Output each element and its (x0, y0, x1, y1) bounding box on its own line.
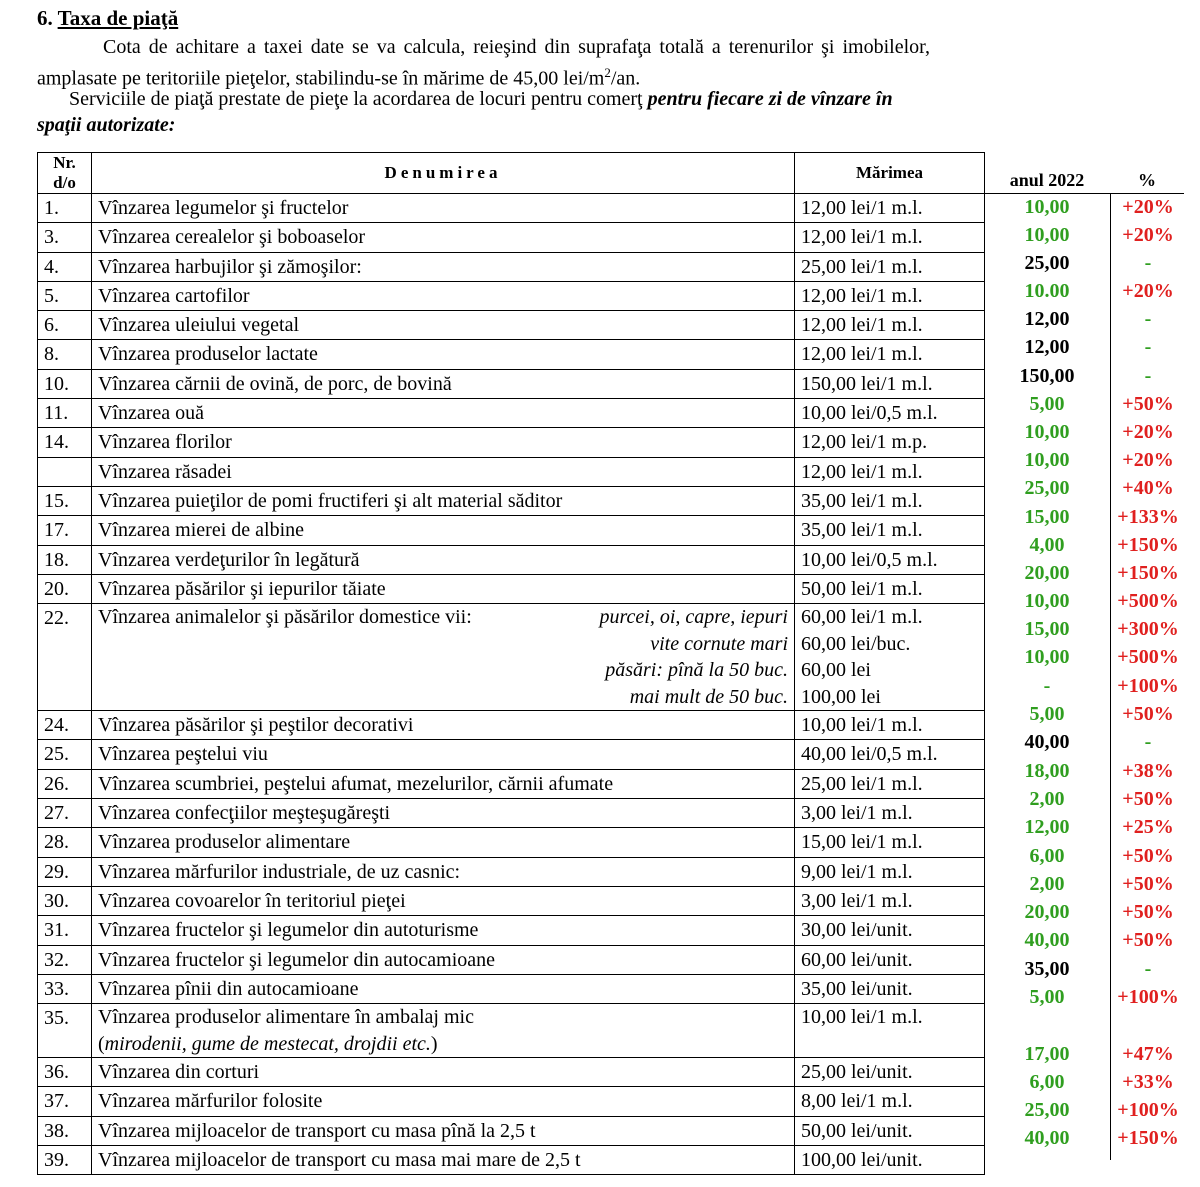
table-row (38, 223, 985, 252)
row-denumirea: Vînzarea pînii din autocamioane (92, 974, 795, 1003)
row-marimea: 60,00 lei/unit. (795, 945, 985, 974)
value-2022: 20,00 (1024, 562, 1070, 584)
percent-change: +20% (1122, 280, 1174, 302)
table-row (38, 1058, 985, 1087)
value-2022: 17,00 (1024, 1043, 1070, 1065)
row-denumirea: Vînzarea verdeţurilor în legătură (92, 545, 795, 574)
percent-change: +100% (1117, 675, 1179, 697)
row-denumirea (92, 1004, 795, 1058)
percent-change: - (1144, 365, 1152, 387)
percent-change: +47% (1122, 1043, 1174, 1065)
percent-change: - (1144, 958, 1152, 980)
row-denumirea: Vînzarea din corturi (92, 1058, 795, 1087)
animals-subtypes (600, 604, 788, 710)
row-marimea: 12,00 lei/1 m.l. (795, 194, 985, 223)
animal-marimea: 100,00 lei (801, 685, 881, 708)
row-denumirea: Vînzarea legumelor şi fructelor (92, 194, 795, 223)
value-2022: 150,00 (1019, 365, 1075, 387)
row-marimea: 50,00 lei/1 m.l. (795, 574, 985, 603)
row-number: 6. (38, 311, 92, 340)
animal-marimea: 60,00 lei (801, 659, 871, 682)
table-row (38, 740, 985, 769)
percent-change: +20% (1122, 224, 1174, 246)
value-2022: 5,00 (1029, 703, 1065, 725)
row-number: 10. (38, 369, 92, 398)
table-row (38, 916, 985, 945)
row-number: 30. (38, 886, 92, 915)
row-denumirea: Vînzarea confecţiilor meşteşugăreşti (92, 799, 795, 828)
table-row (38, 311, 985, 340)
row-marimea: 100,00 lei/unit. (795, 1146, 985, 1175)
row-denumirea: Vînzarea produselor lactate (92, 340, 795, 369)
row-number: 15. (38, 486, 92, 515)
table-row (38, 281, 985, 310)
percent-change: +133% (1117, 506, 1179, 528)
row-number: 29. (38, 857, 92, 886)
value-2022: 18,00 (1024, 760, 1070, 782)
table-row (38, 974, 985, 1003)
row-number: 26. (38, 769, 92, 798)
row-marimea (795, 604, 985, 711)
row-marimea: 10,00 lei/0,5 m.l. (795, 399, 985, 428)
value-2022: 35,00 (1024, 958, 1070, 980)
percent-change: +38% (1122, 760, 1174, 782)
row-number (38, 457, 92, 486)
intro-text-1-end: /an. (610, 67, 641, 90)
row35-line1: Vînzarea produselor alimentare în ambalaj mic (98, 1006, 474, 1029)
value-2022: 12,00 (1024, 816, 1070, 838)
row-denumirea: Vînzarea cartofilor (92, 281, 795, 310)
row-marimea: 25,00 lei/unit. (795, 1058, 985, 1087)
header-percent: % (1138, 170, 1156, 190)
percent-change: +20% (1122, 449, 1174, 471)
animal-subtype: purcei, oi, capre, iepuri (599, 606, 788, 629)
row-denumirea: Vînzarea covoarelor în teritoriul pieţei (92, 886, 795, 915)
header-nr: Nr. d/o (38, 153, 92, 194)
percent-change: - (1144, 336, 1152, 358)
header-anul-2022: anul 2022 (1009, 170, 1085, 190)
percent-change: - (1144, 252, 1152, 274)
row-marimea: 12,00 lei/1 m.l. (795, 457, 985, 486)
percent-change: +50% (1122, 393, 1174, 415)
table-row-35 (38, 1004, 985, 1058)
row-denumirea: Vînzarea mierei de albine (92, 516, 795, 545)
row-number: 36. (38, 1058, 92, 1087)
table-row (38, 1146, 985, 1175)
row-marimea: 3,00 lei/1 m.l. (795, 886, 985, 915)
row-marimea: 10,00 lei/1 m.l. (795, 1004, 985, 1058)
intro-paragraph-2 (37, 86, 930, 138)
row-number: 37. (38, 1087, 92, 1116)
value-2022: 15,00 (1024, 618, 1070, 640)
percent-change: +50% (1122, 788, 1174, 810)
value-2022: 6,00 (1029, 845, 1065, 867)
value-2022: 10,00 (1024, 196, 1070, 218)
value-2022: 4,00 (1029, 534, 1065, 556)
row-denumirea: Vînzarea fructelor şi legumelor din autoturisme (92, 916, 795, 945)
animal-subtype: vite cornute mari (650, 632, 788, 655)
row-number: 33. (38, 974, 92, 1003)
row-number: 11. (38, 399, 92, 428)
percent-change: +50% (1122, 703, 1174, 725)
value-2022: 2,00 (1029, 788, 1065, 810)
value-2022: 25,00 (1024, 252, 1070, 274)
animal-subtype: mai mult de 50 buc. (629, 685, 788, 708)
section-title: Taxa de piaţă (57, 6, 179, 30)
table-row (38, 857, 985, 886)
header-marimea: Mărimea (795, 153, 985, 194)
superscript: 2 (604, 65, 611, 80)
row-number: 35. (38, 1004, 92, 1058)
percent-change: +20% (1122, 196, 1174, 218)
percent-change: +150% (1117, 1127, 1179, 1149)
table-row (38, 1087, 985, 1116)
intro-text-1: Cota de achitare a taxei date se va calcula, reieşind din suprafaţa totală a terenurilor şi imobilelor, amplasate pe teritoriile pieţelor, stabilindu-se în mărime de 45,00 lei/m (37, 36, 930, 90)
table-row (38, 799, 985, 828)
value-2022: 10,00 (1024, 646, 1070, 668)
table-row (38, 428, 985, 457)
row-number: 25. (38, 740, 92, 769)
percent-change: +100% (1117, 1099, 1179, 1121)
value-2022: 40,00 (1024, 731, 1070, 753)
value-2022: 25,00 (1024, 477, 1070, 499)
row-marimea: 35,00 lei/1 m.l. (795, 486, 985, 515)
table-row (38, 194, 985, 223)
row-marimea: 12,00 lei/1 m.l. (795, 223, 985, 252)
row-number: 38. (38, 1116, 92, 1145)
percent-change: +500% (1117, 590, 1179, 612)
row-denumirea (92, 604, 795, 711)
row-marimea: 10,00 lei/0,5 m.l. (795, 545, 985, 574)
row35-line2: (mirodenii, gume de mestecat, drojdii etc.) (98, 1032, 438, 1055)
table-row (38, 516, 985, 545)
table-row (38, 545, 985, 574)
table-header-row (38, 153, 985, 194)
percent-change: +500% (1117, 646, 1179, 668)
value-2022: 5,00 (1029, 393, 1065, 415)
animals-label: Vînzarea animalelor şi păsărilor domestice vii: (98, 606, 472, 629)
row-denumirea: Vînzarea mijloacelor de transport cu masa mai mare de 2,5 t (92, 1146, 795, 1175)
percent-change: +100% (1117, 986, 1179, 1008)
table-row (38, 399, 985, 428)
tax-table (37, 152, 985, 1175)
row-denumirea: Vînzarea peştelui viu (92, 740, 795, 769)
table-row (38, 1116, 985, 1145)
row-number: 14. (38, 428, 92, 457)
row-denumirea: Vînzarea scumbriei, peştelui afumat, mezelurilor, cărnii afumate (92, 769, 795, 798)
row-number: 31. (38, 916, 92, 945)
row-marimea: 25,00 lei/1 m.l. (795, 252, 985, 281)
row-marimea: 35,00 lei/unit. (795, 974, 985, 1003)
section-heading (37, 6, 178, 31)
percent-change: +50% (1122, 873, 1174, 895)
row-number: 20. (38, 574, 92, 603)
row-number: 32. (38, 945, 92, 974)
row-marimea: 15,00 lei/1 m.l. (795, 828, 985, 857)
intro-text-2-bold: pentru fiecare zi de vînzare în spaţii autorizate: (37, 88, 893, 136)
row-number: 17. (38, 516, 92, 545)
percent-change: +300% (1117, 618, 1179, 640)
value-2022: 40,00 (1024, 929, 1070, 951)
percent-change: +50% (1122, 929, 1174, 951)
row-denumirea: Vînzarea mărfurilor folosite (92, 1087, 795, 1116)
intro-text-2: Serviciile de piaţă prestate de pieţe la acordarea de locuri pentru comerţ (69, 88, 648, 110)
row-denumirea: Vînzarea florilor (92, 428, 795, 457)
row-marimea: 150,00 lei/1 m.l. (795, 369, 985, 398)
value-2022: 5,00 (1029, 986, 1065, 1008)
percent-change: +50% (1122, 845, 1174, 867)
value-2022: 15,00 (1024, 506, 1070, 528)
value-2022: 10,00 (1024, 224, 1070, 246)
percent-change: +50% (1122, 901, 1174, 923)
row-denumirea: Vînzarea mărfurilor industriale, de uz casnic: (92, 857, 795, 886)
table-row (38, 486, 985, 515)
value-2022: 10,00 (1024, 449, 1070, 471)
row-denumirea: Vînzarea mijloacelor de transport cu masa pînă la 2,5 t (92, 1116, 795, 1145)
row-number: 24. (38, 711, 92, 740)
table-row (38, 769, 985, 798)
row-denumirea: Vînzarea produselor alimentare (92, 828, 795, 857)
value-2022: 6,00 (1029, 1071, 1065, 1093)
percent-change: +150% (1117, 562, 1179, 584)
table-row (38, 457, 985, 486)
row-marimea: 35,00 lei/1 m.l. (795, 516, 985, 545)
row-number: 5. (38, 281, 92, 310)
table-row (38, 886, 985, 915)
row-number: 27. (38, 799, 92, 828)
row-number: 22. (38, 604, 92, 711)
value-2022: 10,00 (1024, 590, 1070, 612)
row-denumirea: Vînzarea cerealelor şi boboaselor (92, 223, 795, 252)
row-marimea: 3,00 lei/1 m.l. (795, 799, 985, 828)
table-row (38, 340, 985, 369)
value-2022: 10,00 (1024, 421, 1070, 443)
percent-change: - (1144, 308, 1152, 330)
row-number: 1. (38, 194, 92, 223)
value-2022: 12,00 (1024, 336, 1070, 358)
row-number: 3. (38, 223, 92, 252)
row-marimea: 12,00 lei/1 m.l. (795, 340, 985, 369)
percent-change: +33% (1122, 1071, 1174, 1093)
row-number: 8. (38, 340, 92, 369)
row-number: 4. (38, 252, 92, 281)
row-marimea: 10,00 lei/1 m.l. (795, 711, 985, 740)
percent-change: - (1144, 731, 1152, 753)
row-number: 28. (38, 828, 92, 857)
row-denumirea: Vînzarea ouă (92, 399, 795, 428)
animal-subtype: păsări: pînă la 50 buc. (605, 659, 788, 682)
percent-change: +25% (1122, 816, 1174, 838)
animal-marimea: 60,00 lei/1 m.l. (801, 606, 923, 629)
row-denumirea: Vînzarea păsărilor şi peştilor decorativi (92, 711, 795, 740)
percent-change: +40% (1122, 477, 1174, 499)
row-denumirea: Vînzarea harbujilor şi zămoşilor: (92, 252, 795, 281)
table-row (38, 711, 985, 740)
row-denumirea: Vînzarea păsărilor şi iepurilor tăiate (92, 574, 795, 603)
row-marimea: 12,00 lei/1 m.l. (795, 281, 985, 310)
value-2022: 40,00 (1024, 1127, 1070, 1149)
table-row (38, 369, 985, 398)
animal-marimea: 60,00 lei/buc. (801, 632, 911, 655)
percent-change: +150% (1117, 534, 1179, 556)
row-denumirea: Vînzarea uleiului vegetal (92, 311, 795, 340)
table-row (38, 252, 985, 281)
row-denumirea: Vînzarea răsadei (92, 457, 795, 486)
row-marimea: 12,00 lei/1 m.p. (795, 428, 985, 457)
percent-change: +20% (1122, 421, 1174, 443)
row-marimea: 12,00 lei/1 m.l. (795, 311, 985, 340)
row-number: 39. (38, 1146, 92, 1175)
row-denumirea: Vînzarea puieţilor de pomi fructiferi şi alt material săditor (92, 486, 795, 515)
row-denumirea: Vînzarea fructelor şi legumelor din autocamioane (92, 945, 795, 974)
row-marimea: 25,00 lei/1 m.l. (795, 769, 985, 798)
value-2022: 12,00 (1024, 308, 1070, 330)
value-2022: 25,00 (1024, 1099, 1070, 1121)
value-2022: 2,00 (1029, 873, 1065, 895)
row-marimea: 9,00 lei/1 m.l. (795, 857, 985, 886)
side-columns-header (984, 152, 1184, 194)
row-marimea: 50,00 lei/unit. (795, 1116, 985, 1145)
row-marimea: 40,00 lei/0,5 m.l. (795, 740, 985, 769)
table-row-animals (38, 604, 985, 711)
table-row (38, 574, 985, 603)
table-row (38, 828, 985, 857)
value-2022: 10.00 (1024, 280, 1070, 302)
row-marimea: 30,00 lei/unit. (795, 916, 985, 945)
value-2022: 20,00 (1024, 901, 1070, 923)
header-denumirea: Denumirea (92, 153, 795, 194)
row-marimea: 8,00 lei/1 m.l. (795, 1087, 985, 1116)
row-denumirea: Vînzarea cărnii de ovină, de porc, de bovină (92, 369, 795, 398)
intro-paragraph-1 (37, 34, 930, 92)
table-row (38, 945, 985, 974)
section-number: 6. (37, 6, 53, 30)
row-number: 18. (38, 545, 92, 574)
value-2022: - (1043, 675, 1051, 697)
